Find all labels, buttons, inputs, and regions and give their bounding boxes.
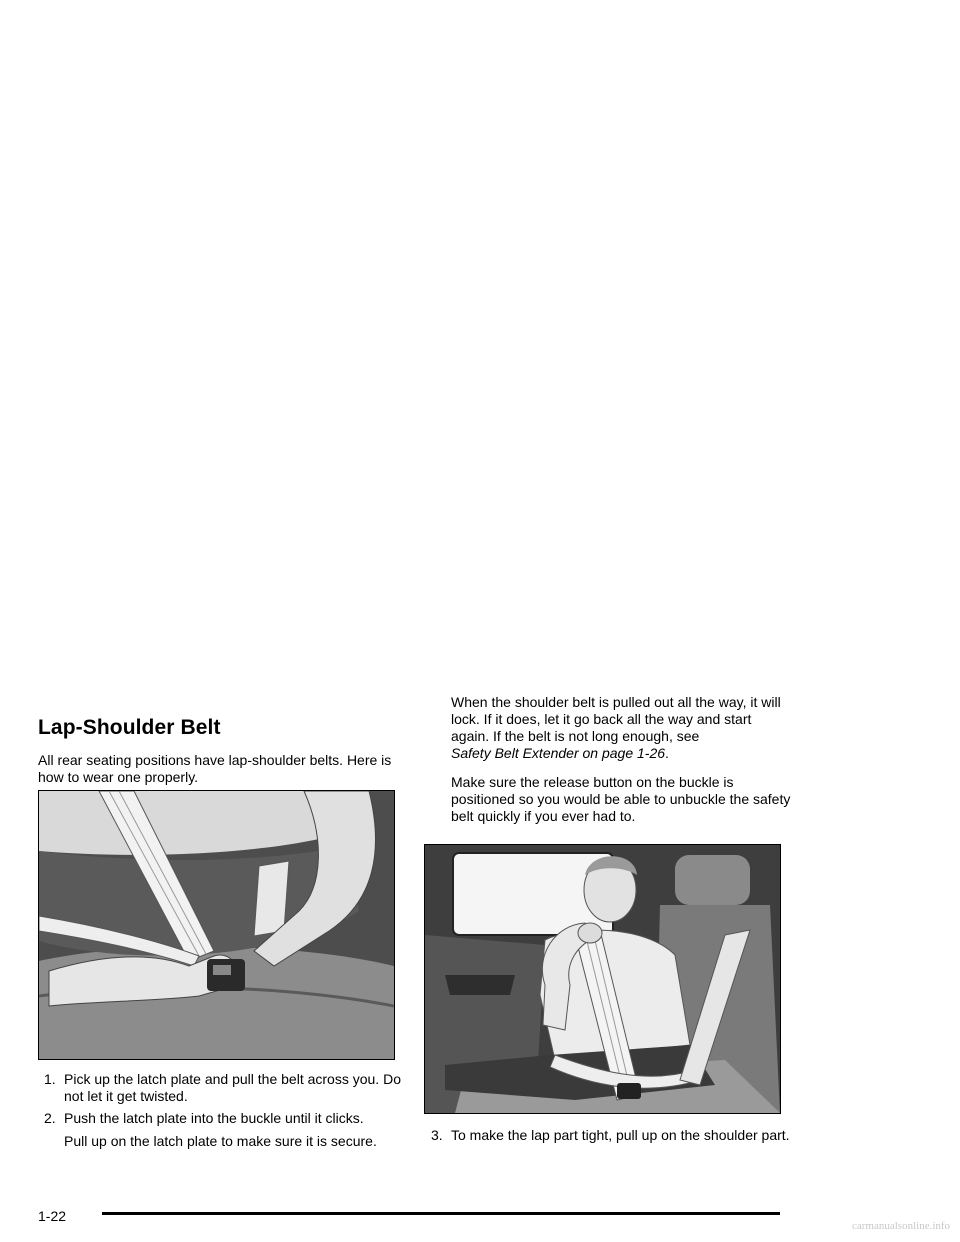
buckle-illustration-svg xyxy=(39,791,394,1059)
step-text: To make the lap part tight, pull up on the shoulder part. xyxy=(451,1127,790,1143)
step-text: Pick up the latch plate and pull the belt across you. Do not let it get twisted. xyxy=(64,1071,401,1104)
belt-lock-paragraph xyxy=(451,694,791,762)
seated-man-belt-illustration xyxy=(424,844,781,1114)
release-button-paragraph: Make sure the release button on the buckle is positioned so you would be able to unbuckle the safety belt quickly if you ever had to. xyxy=(451,774,791,824)
intro-paragraph: All rear seating positions have lap-shoulder belts. Here is how to wear one properly. xyxy=(38,752,392,785)
footer-rule xyxy=(102,1212,780,1215)
step-2 xyxy=(44,1110,404,1127)
step-2-note: Pull up on the latch plate to make sure it is secure. xyxy=(64,1133,377,1149)
page-number: 1-22 xyxy=(38,1208,67,1224)
step-number: 1. xyxy=(44,1071,56,1087)
section-title: Lap-Shoulder Belt xyxy=(38,716,221,739)
belt-lock-text: When the shoulder belt is pulled out all the way, it will lock. If it does, let it go back all the way and start again. If the belt is not long enough, see xyxy=(451,694,781,744)
step-number: 2. xyxy=(44,1110,56,1126)
step-3 xyxy=(431,1127,791,1144)
step-text: Push the latch plate into the buckle until it clicks. xyxy=(64,1110,364,1126)
watermark: carmanualsonline.info xyxy=(852,1220,951,1232)
step-number: 3. xyxy=(431,1127,443,1143)
step-1 xyxy=(44,1071,404,1105)
belt-lock-text-end: . xyxy=(665,745,669,761)
buckle-hands-illustration xyxy=(38,790,395,1060)
seated-man-svg xyxy=(425,845,780,1113)
safety-belt-extender-link[interactable]: Safety Belt Extender on page 1-26 xyxy=(451,745,666,761)
